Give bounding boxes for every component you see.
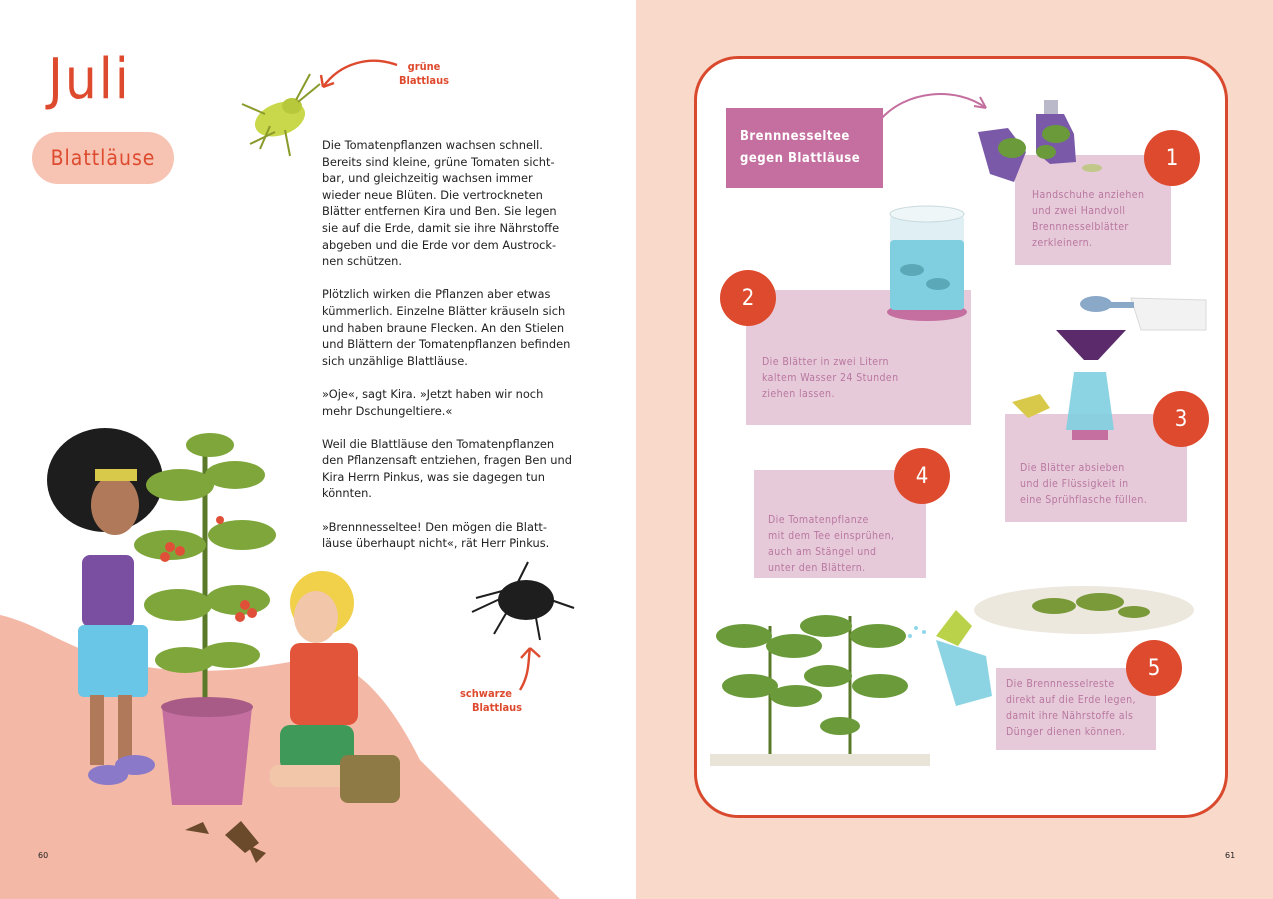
step-caption-1: Handschuhe anziehen und zwei Handvoll Brennnesselblätter zerkleinern. (1015, 155, 1171, 265)
green-aphid-label: grüne Blattlaus (398, 60, 450, 87)
black-aphid-arrow (506, 644, 546, 692)
page-number-left: 60 (38, 851, 49, 860)
step-caption-2: Die Blätter in zwei Litern kaltem Wasser 24 Stunden ziehen lassen. (746, 290, 971, 425)
step-number-1: 1 (1144, 130, 1200, 186)
paragraph: Die Tomatenpflanzen wachsen schnell. Bereits sind kleine, grüne Tomaten sichtbar, und gleichzeitig wachsen immer wieder neue Blüten. Die vertrockneten Blätter entfernen Kira und Ben. Sie legen sie auf die Erde, damit sie ihre Nährstoffe abgeben und die Erde vor dem Austrocknen schützen. (322, 138, 560, 269)
step-number-4: 4 (894, 448, 950, 504)
paragraph: Plötzlich wirken die Pflanzen aber etwas kümmerlich. Einzelne Blätter kräuseln sich und haben braune Flecken. An den Stielen und Blättern der Tomatenpflanzen befinden sich unzählige Blattläuse. (322, 287, 571, 368)
tomato-plants-spray-illustration (710, 596, 1000, 776)
banner-title-line2: gegen Blattläuse (740, 151, 861, 166)
left-page (0, 0, 636, 899)
step-number-2: 2 (720, 270, 776, 326)
children-tomato-plant-illustration (20, 425, 420, 865)
paragraph: »Brennnesseltee! Den mögen die Blattläuse überhaupt nicht«, rät Herr Pinkus. (322, 519, 550, 551)
step-number-3: 3 (1153, 391, 1209, 447)
step-caption-3: Die Blätter absieben und die Flüssigkeit in eine Sprühflasche füllen. (1005, 414, 1187, 522)
black-aphid-illustration (466, 560, 578, 642)
subtitle-pill (32, 132, 174, 184)
jar-illustration (882, 200, 972, 325)
step-caption-4: Die Tomatenpflanze mit dem Tee einsprühen, auch am Stängel und unter den Blättern. (754, 470, 926, 578)
page-subtitle: Blattläuse (50, 146, 156, 170)
step-number-5: 5 (1126, 640, 1182, 696)
paragraph: Weil die Blattläuse den Tomatenpflanzen den Pflanzensaft entziehen, fragen Ben und Kira Herrn Pinkus, was sie dagegen tun könnten. (322, 436, 572, 501)
gloves-nettles-illustration (964, 94, 1104, 189)
nettle-mulch-illustration (974, 582, 1196, 640)
step-caption-5: Die Brennnesselreste direkt auf die Erde legen, damit ihre Nährstoffe als Dünger dienen können. (996, 668, 1156, 750)
paragraph: »Oje«, sagt Kira. »Jetzt haben wir noch mehr Dschungeltiere.« (322, 386, 544, 418)
banner-title-line1: Brennnesseltee (740, 129, 850, 144)
page-title: Juli (48, 47, 131, 112)
black-aphid-label: schwarze Blattlaus (460, 687, 523, 714)
right-page (636, 0, 1273, 899)
green-aphid-arrow (315, 55, 400, 97)
recipe-banner (726, 108, 883, 188)
page-number-right: 61 (1225, 851, 1236, 860)
